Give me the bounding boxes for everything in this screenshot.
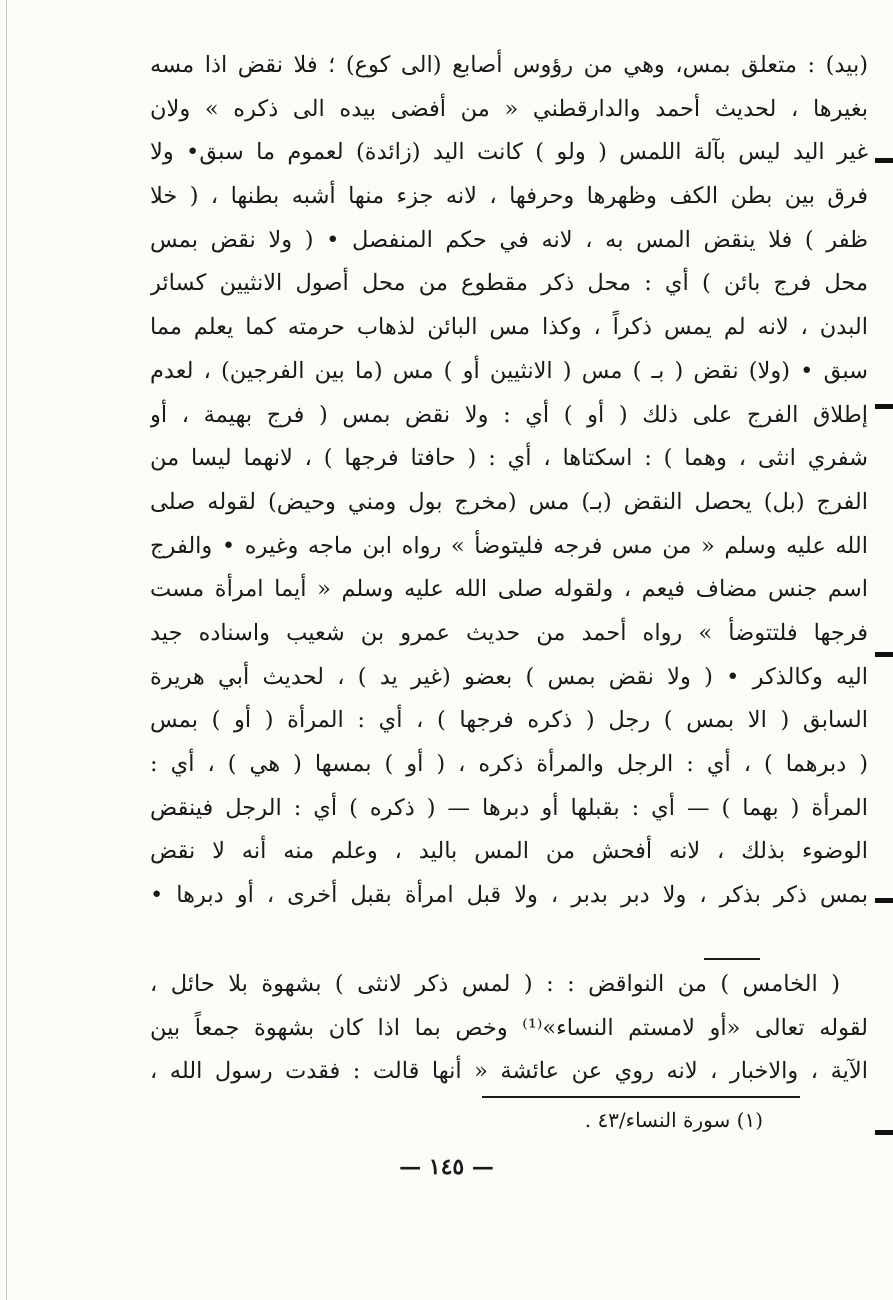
text-line: الآية ، والاخبار ، لانه روي عن عائشة « أنها قالت : فقدت رسول الله ، — [150, 1058, 868, 1085]
margin-mark — [875, 1130, 893, 1135]
margin-mark — [875, 652, 893, 657]
page-number: — ١٤٥ — — [399, 1154, 494, 1180]
text-line: بغيرها ، لحديث أحمد والدارقطني « من أفضى بيده الى ذكره » ولان — [150, 95, 868, 122]
footnote-rule — [482, 1096, 800, 1098]
text-line: اسم جنس مضاف فيعم ، ولقوله صلى الله عليه وسلم « أيما امرأة مست — [150, 576, 868, 603]
margin-mark — [875, 898, 893, 903]
section-overline — [704, 958, 760, 960]
text-line: الفرج (بل) يحصل النقض (بـ) مس (مخرج بول ومني وحيض) لقوله صلى — [150, 488, 868, 515]
text-line: ظفر ) فلا ينقض المس به ، لانه في حكم المنفصل • ( ولا نقض بمس — [150, 226, 868, 253]
text-line: الله عليه وسلم « من مس فرجه فليتوضأ » رواه ابن ماجه وغيره • والفرج — [150, 532, 868, 559]
text-line: فرجها فلتتوضأ » رواه أحمد من حديث عمرو بن شعيب واسناده جيد — [150, 619, 868, 646]
text-line: ( دبرهما ) ، أي : الرجل والمرأة ذكره ، ( أو ) بمسها ( هي ) ، أي : — [150, 751, 868, 777]
text-line: البدن ، لانه لم يمس ذكراً ، وكذا مس البائن لذهاب حرمته كما يعلم مما — [150, 314, 868, 341]
text-line: اليه وكالذكر • ( ولا نقض بمس ) بعضو (غير يد ) ، لحديث أبي هريرة — [150, 663, 868, 690]
margin-mark — [875, 404, 893, 409]
gutter-line — [6, 0, 7, 1300]
text-line: المرأة ( بهما ) — أي : بقبلها أو دبرها — ( ذكره ) أي : الرجل فينقض — [150, 794, 868, 821]
text-line: لقوله تعالى «أو لامستم النساء»⁽¹⁾ وخص بما اذا كان بشهوة جمعاً بين — [150, 1014, 868, 1041]
main-text — [150, 44, 868, 918]
text-line: إطلاق الفرج على ذلك ( أو ) أي : ولا نقض بمس ( فرج بهيمة ، أو — [150, 401, 868, 428]
text-line: محل فرج بائن ) أي : محل ذكر مقطوع من محل أصول الانثيين كسائر — [150, 270, 868, 297]
text-line: غير اليد ليس بآلة اللمس ( ولو ) كانت اليد (زائدة) لعموم ما سبق• ولا — [150, 139, 868, 166]
text-line: فرق بين بطن الكف وظهرها وحرفها ، لانه جزء منها أشبه بطنها ، ( خلا — [150, 183, 868, 210]
text-line: ( الخامس ) من النواقض : : ( لمس ذكر لانثى ) بشهوة بلا حائل ، — [150, 971, 840, 997]
text-line: شفري انثى ، وهما ) : اسكتاها ، أي : ( حافتا فرجها ) ، لانهما ليسا من — [150, 445, 868, 472]
footnote: (١) سورة النساء/٤٣ . — [584, 1108, 763, 1132]
text-line: بمس ذكر بذكر ، ولا دبر بدبر ، ولا قبل امرأة بقبل أخرى ، أو دبرها • — [150, 882, 868, 909]
text-line: الوضوء بذلك ، لانه أفحش من المس باليد ، وعلم منه أنه لا نقض — [150, 838, 868, 865]
margin-mark — [875, 158, 893, 163]
text-line: السابق ( الا بمس ) رجل ( ذكره فرجها ) ، أي : المرأة ( أو ) بمس — [150, 707, 868, 734]
text-line: سبق • (ولا) نقض ( بـ ) مس ( الانثيين أو ) مس (ما بين الفرجين) ، لعدم — [150, 357, 868, 384]
text-line: (بيد) : متعلق بمس، وهي من رؤوس أصابع (الى كوع) ؛ فلا نقض اذا مسه — [150, 52, 868, 78]
section-text — [150, 963, 868, 1094]
